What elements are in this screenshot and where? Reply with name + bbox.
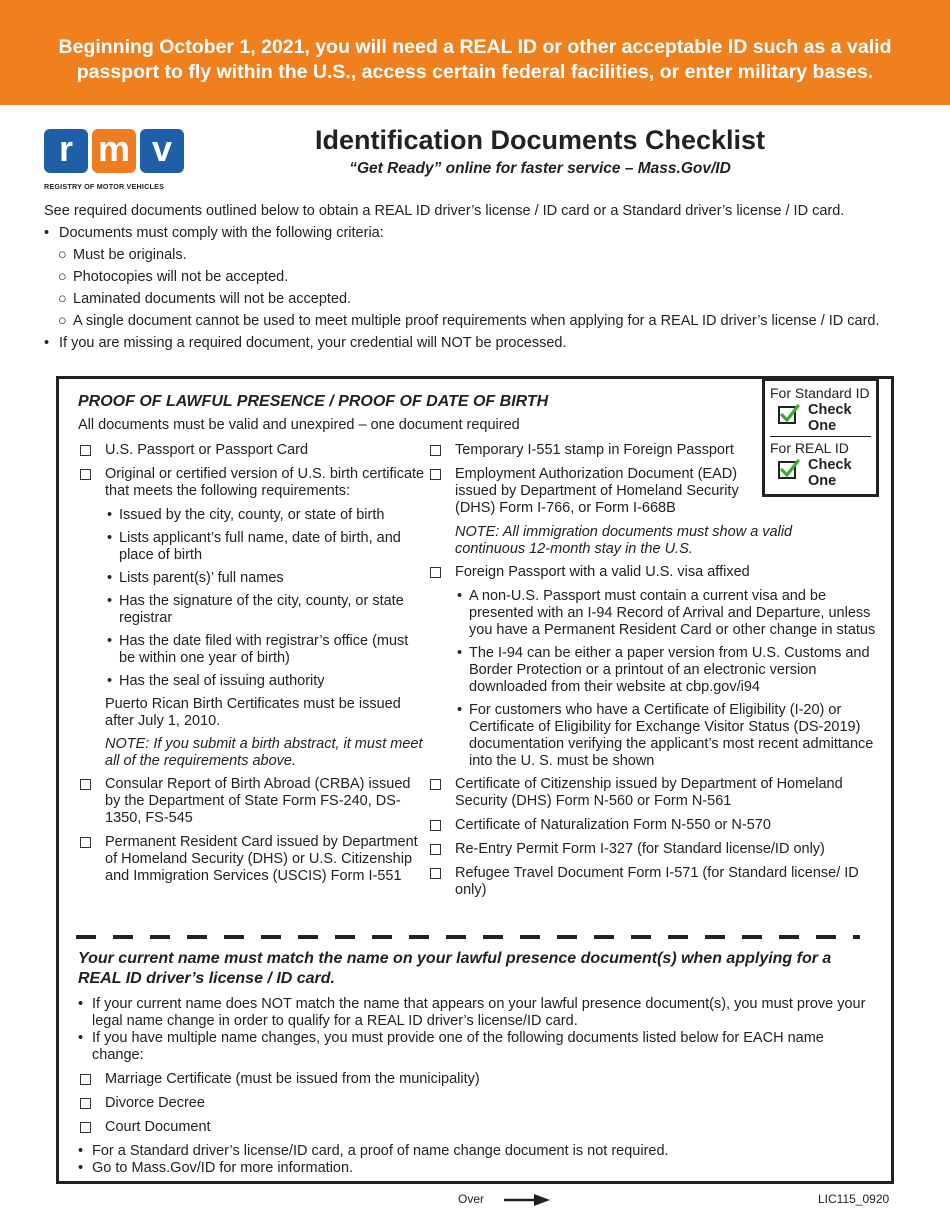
intro-lead: See required documents outlined below to obtain a REAL ID driver’s license / ID card or a Standard driver’s license / ID card.	[44, 203, 845, 219]
proof-box	[56, 376, 894, 1184]
checkbox-icon[interactable]	[80, 1098, 91, 1109]
checkbox-icon[interactable]	[430, 469, 441, 480]
checklist-item-refugee-travel[interactable]: Refugee Travel Document Form I-571 (for Standard license/ ID only)	[428, 865, 873, 899]
checkbox-icon[interactable]	[80, 1074, 91, 1085]
birth-abstract-note: NOTE: If you submit a birth abstract, it must meet all of the requirements above.	[105, 736, 423, 769]
checklist-item-foreign-passport[interactable]: Foreign Passport with a valid U.S. visa affixed	[428, 564, 878, 581]
proof-title: PROOF OF LAWFUL PRESENCE / PROOF OF DATE OF BIRTH	[78, 393, 549, 410]
rmv-logo	[44, 129, 189, 195]
over-indicator[interactable]	[458, 1191, 550, 1208]
logo-letter-v: v	[140, 129, 184, 173]
legend-check-text: Check	[808, 457, 852, 473]
foreign-passport-bullet: • The I-94 can be either a paper version from U.S. Customs and Border Protection or a printout of an electronic version downloaded from their website at cbp.gov/i94	[457, 645, 870, 695]
check-one-legend	[762, 378, 879, 497]
checkbox-icon[interactable]	[80, 469, 91, 480]
birth-requirement: • Lists applicant’s full name, date of birth, and place of birth	[107, 530, 401, 563]
checklist-item-crba[interactable]: Consular Report of Birth Abroad (CRBA) issued by the Department of State Form FS-240, DS-1350, FS-545	[78, 776, 428, 827]
criteria-item: ○ A single document cannot be used to meet multiple proof requirements when applying for a REAL ID driver’s license / ID card.	[58, 313, 880, 329]
proof-note: All documents must be valid and unexpired – one document required	[78, 417, 520, 433]
page-subtitle: “Get Ready” online for faster service – Mass.Gov/ID	[349, 160, 731, 177]
checkbox-icon[interactable]	[430, 868, 441, 879]
checklist-item-divorce-decree[interactable]: Divorce Decree	[78, 1095, 878, 1112]
criteria-item: ○ Laminated documents will not be accepted.	[58, 291, 352, 307]
checklist-item-reentry-permit[interactable]: Re-Entry Permit Form I-327 (for Standard license/ID only)	[428, 841, 878, 858]
logo-letter-r: r	[44, 129, 88, 173]
legend-check-text: Check	[808, 402, 852, 418]
missing-doc-bullet: • If you are missing a required document, your credential will NOT be processed.	[44, 335, 567, 351]
arrow-right-icon	[504, 1193, 550, 1207]
check-icon	[778, 459, 800, 479]
logo-letter-m: m	[92, 129, 136, 173]
proof-right-column	[428, 442, 878, 906]
legend-standard-label: For Standard ID	[770, 385, 870, 401]
legend-real-label: For REAL ID	[770, 440, 849, 456]
criteria-heading: Documents must comply with the following criteria:	[59, 225, 384, 241]
name-change-bullet: • If you have multiple name changes, you must provide one of the following documents listed below for EACH name change:	[78, 1030, 824, 1063]
checkbox-icon[interactable]	[430, 820, 441, 831]
immigration-note: NOTE: All immigration documents must show a valid continuous 12-month stay in the U.S.	[455, 524, 793, 557]
name-change-title: Your current name must match the name on your lawful presence document(s) when applying for a REAL ID driver’s license / ID card.	[78, 950, 832, 987]
birth-requirement: • Has the date filed with registrar’s office (must be within one year of birth)	[107, 633, 409, 666]
criteria-item: ○ Must be originals.	[58, 247, 187, 263]
name-change-bullet: • If your current name does NOT match the name that appears on your lawful presence document(s), you must prove your legal name change in order to qualify for a REAL ID driver’s license/ID card.	[78, 996, 866, 1029]
checkbox-icon[interactable]	[430, 445, 441, 456]
checklist-item-passport[interactable]: U.S. Passport or Passport Card	[78, 442, 428, 459]
puerto-rico-note: Puerto Rican Birth Certificates must be issued after July 1, 2010.	[105, 696, 401, 729]
legend-one-text: One	[808, 418, 837, 434]
checklist-item-marriage-certificate[interactable]: Marriage Certificate (must be issued from the municipality)	[78, 1071, 878, 1088]
birth-requirement: • Has the signature of the city, county, or state registrar	[107, 593, 404, 626]
checkbox-icon[interactable]	[80, 837, 91, 848]
checkbox-icon[interactable]	[430, 567, 441, 578]
legend-one-text: One	[808, 473, 837, 489]
missing-doc-text: If you are missing a required document, your credential will NOT be processed.	[59, 335, 567, 351]
intro-section	[44, 203, 924, 357]
criteria-bullet: • Documents must comply with the following criteria:	[44, 225, 384, 241]
checklist-item-citizenship[interactable]: Certificate of Citizenship issued by Department of Homeland Security (DHS) Form N-560 or Form N-561	[428, 776, 878, 810]
proof-section	[78, 393, 878, 906]
checklist-item-ead[interactable]: Employment Authorization Document (EAD) issued by Department of Homeland Security (DHS) Form I-766, or Form I-668B	[428, 466, 758, 517]
checkbox-icon[interactable]	[430, 779, 441, 790]
form-code: LIC115_0920	[818, 1192, 890, 1206]
checkbox-icon[interactable]	[80, 779, 91, 790]
legend-divider	[770, 436, 871, 437]
birth-requirement: • Lists parent(s)’ full names	[107, 570, 284, 586]
name-change-section	[78, 949, 878, 1177]
checkbox-icon[interactable]	[430, 844, 441, 855]
foreign-passport-bullet: • A non-U.S. Passport must contain a current visa and be presented with an I-94 Record of Arrival and Departure, unless you have a Permanent Resident Card or other change in status	[457, 588, 876, 638]
dashed-divider	[76, 935, 860, 939]
birth-requirement: • Issued by the city, county, or state of birth	[107, 507, 385, 523]
proof-left-column	[78, 442, 428, 906]
logo-subtitle: REGISTRY OF MOTOR VEHICLES	[44, 182, 165, 191]
checklist-item-permanent-resident-card[interactable]: Permanent Resident Card issued by Department of Homeland Security (DHS) or U.S. Citizenship and Immigration Services (USCIS) Form I-551	[78, 834, 428, 885]
birth-requirement: • Has the seal of issuing authority	[107, 673, 325, 689]
criteria-item: ○ Photocopies will not be accepted.	[58, 269, 289, 285]
checkbox-icon[interactable]	[80, 1122, 91, 1133]
banner-text: Beginning October 1, 2021, you will need a REAL ID or other acceptable ID such as a valid passport to fly within the U.S., access certain federal facilities, or enter military bases.	[58, 36, 892, 83]
check-icon	[778, 404, 800, 424]
real-id-banner	[0, 0, 950, 105]
checkbox-icon[interactable]	[80, 445, 91, 456]
checklist-item-court-document[interactable]: Court Document	[78, 1119, 878, 1136]
over-label: Over	[458, 1192, 485, 1206]
page-title: Identification Documents Checklist	[314, 125, 766, 155]
checklist-item-i551-stamp[interactable]: Temporary I-551 stamp in Foreign Passport	[428, 442, 878, 459]
foreign-passport-bullet: • For customers who have a Certificate of Eligibility (I-20) or Certificate of Eligibility for Exchange Visitor Status (DS-2019) documentation verifying the applicant’s most recent admittance into the U. S. must be shown	[457, 702, 874, 769]
checklist-item-birth-certificate[interactable]: Original or certified version of U.S. birth certificate that meets the following requirements:	[78, 466, 428, 500]
checklist-item-naturalization[interactable]: Certificate of Naturalization Form N-550 or N-570	[428, 817, 878, 834]
name-change-footer-bullet: • Go to Mass.Gov/ID for more information.	[78, 1160, 354, 1176]
name-change-footer-bullet: • For a Standard driver’s license/ID card, a proof of name change document is not required.	[78, 1143, 669, 1159]
